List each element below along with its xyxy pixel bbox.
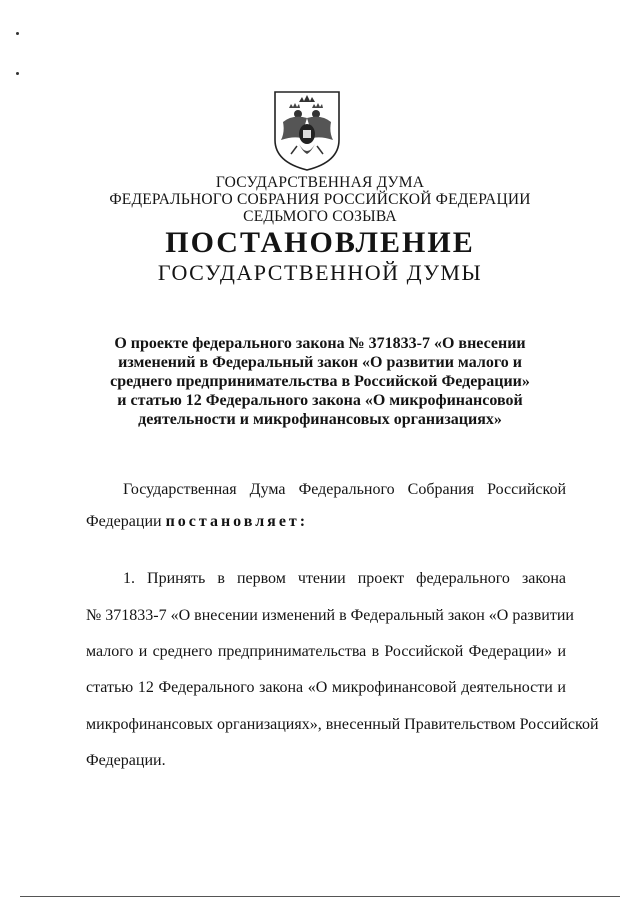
clause-line: 1. Принять в первом чтении проект федерального закона [123,570,566,587]
document-subtitle: ГОСУДАРСТВЕННОЙ ДУМЫ [157,260,483,285]
scan-edge-line [20,896,620,897]
clause-line: микрофинансовых организациях», внесенный Правительством Российской [86,716,599,733]
header-line-duma: ГОСУДАРСТВЕННАЯ ДУМА [215,174,425,191]
header-line-convocation: СЕДЬМОГО СОЗЫВА [243,208,397,225]
bill-title-line: О проекте федерального закона № 371833-7 «О внесении [114,335,526,352]
preamble-action: постановляет: [165,513,309,530]
header-line-assembly: ФЕДЕРАЛЬНОГО СОБРАНИЯ РОССИЙСКОЙ ФЕДЕРАЦИИ [109,191,531,208]
scan-speck [16,72,19,75]
bill-title-line: и статью 12 Федерального закона «О микрофинансовой [117,392,523,409]
preamble-line: Государственная Дума Федерального Собрания Российской [123,481,566,498]
clause-line: малого и среднего предпринимательства в Российской Федерации» и [86,643,566,660]
preamble-line [86,513,566,531]
scan-speck [16,32,19,35]
clause-line: статью 12 Федерального закона «О микрофинансовой деятельности и [86,679,566,696]
bill-title-line: изменений в Федеральный закон «О развитии малого и [118,354,522,371]
bill-title-line: среднего предпринимательства в Российской Федерации» [110,373,530,390]
clause-line: № 371833-7 «О внесении изменений в Федеральный закон «О развитии [86,607,574,624]
russian-coat-of-arms-icon [271,88,343,172]
clause-line: Федерации. [86,752,166,769]
bill-title-line: деятельности и микрофинансовых организациях» [138,411,502,428]
preamble-subject: Федерации [86,513,162,530]
document-title: ПОСТАНОВЛЕНИЕ [165,226,475,259]
